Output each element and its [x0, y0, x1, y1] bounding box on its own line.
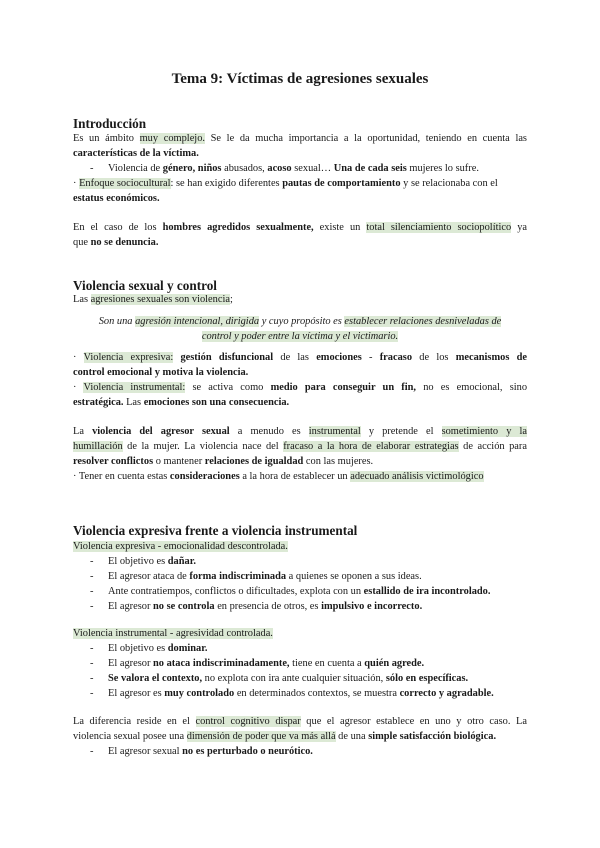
bold-text: simple satisfacción biológica. — [368, 731, 497, 742]
section-heading-introduccion: Introducción — [73, 116, 147, 131]
highlight: agresión intencional, dirigida — [135, 316, 260, 327]
text: y cuyo propósito es — [259, 316, 345, 327]
list-instrumental — [73, 626, 527, 701]
highlight: Violencia expresiva - emocionalidad descontrolada. — [73, 541, 288, 552]
list-expresiva — [73, 539, 527, 614]
text: La diferencia reside en el — [73, 716, 196, 727]
text: violencia sexual posee una — [73, 731, 187, 742]
highlight: agresiones sexuales son violencia — [90, 294, 230, 305]
text: · — [73, 352, 84, 363]
paragraph-line — [73, 729, 527, 744]
paragraph-line — [73, 469, 527, 484]
bold-text: quién agrede. — [364, 658, 425, 669]
bold-text: violencia del agresor sexual — [92, 426, 230, 437]
text: o mantener — [153, 456, 205, 467]
paragraph-line — [73, 350, 527, 365]
bold-text: no se controla — [153, 601, 215, 612]
text: existe un — [313, 222, 367, 233]
quote-line — [73, 329, 527, 344]
text: Se le da mucha importancia a la oportunidad, teniendo en cuenta las — [204, 133, 527, 144]
text: a la hora de establecer un — [239, 471, 351, 482]
bold-text: hombres agredidos sexualmente, — [162, 222, 314, 233]
list-item — [73, 686, 527, 701]
text: que el agresor establece en uno y otro caso. La — [300, 716, 527, 727]
highlight: control y poder entre la víctima y el victimario. — [201, 331, 399, 342]
highlight: total silenciamiento sociopolítico — [366, 222, 512, 233]
paragraph-line — [73, 220, 527, 235]
text: El objetivo es — [108, 556, 168, 567]
paragraph-agresor — [73, 424, 527, 484]
text: en determinados contextos, se muestra — [234, 688, 400, 699]
paragraph-line — [73, 176, 527, 191]
text: no es emocional, sino — [416, 382, 528, 393]
text: de los — [412, 352, 456, 363]
text: a quienes se oponen a sus ideas. — [286, 571, 422, 582]
bold-text: estratégica. — [73, 397, 124, 408]
highlight: establecer relaciones desniveladas de — [344, 316, 502, 327]
list-item — [73, 656, 527, 671]
text: · — [73, 178, 80, 189]
text: mujeres lo sufre. — [406, 163, 479, 174]
highlight: Enfoque sociocultural — [79, 178, 171, 189]
text: Violencia de — [108, 163, 163, 174]
highlight: adecuado análisis victimológico — [350, 471, 484, 482]
bold-text: acoso — [267, 163, 292, 174]
bold-text: dañar. — [167, 556, 196, 567]
bold-text: género, niños — [162, 163, 222, 174]
bold-text: fracaso — [379, 352, 413, 363]
highlight: Violencia expresiva: — [83, 352, 174, 363]
text: Son una — [98, 316, 136, 327]
bold-text: muy controlado — [164, 688, 235, 699]
bold-text: no se denuncia. — [90, 237, 159, 248]
text: y pretende el — [360, 426, 442, 437]
section-heading-violencia-sexual: Violencia sexual y control — [73, 278, 217, 293]
text: en presencia de otros, es — [214, 601, 322, 612]
text: de la mujer. La violencia nace del — [122, 441, 284, 452]
paragraph-line — [73, 146, 527, 161]
text: Es un ámbito — [73, 133, 140, 144]
text: · Tener en cuenta estas — [73, 471, 170, 482]
text: El agresor sexual — [108, 746, 183, 757]
paragraph-line — [73, 439, 527, 454]
bold-text: forma indiscriminada — [189, 571, 287, 582]
text: a menudo es — [229, 426, 309, 437]
text: de acción para — [458, 441, 527, 452]
paragraph-line — [73, 395, 527, 410]
bold-text: impulsivo e incorrecto. — [321, 601, 423, 612]
list-heading — [73, 626, 527, 641]
list-item — [73, 161, 527, 176]
section-introduccion — [73, 131, 527, 206]
text: El objetivo es — [108, 643, 168, 654]
paragraph-line — [73, 454, 527, 469]
bold-text: relaciones de igualdad — [204, 456, 304, 467]
text: · — [73, 382, 84, 393]
paragraph-hombres — [73, 220, 527, 250]
bold-text: emociones — [316, 352, 362, 363]
paragraph-line — [73, 365, 527, 380]
paragraph-line — [73, 235, 527, 250]
text: Ante contratiempos, conflictos o dificultades, explota con un — [108, 586, 364, 597]
bold-text: no ataca indiscriminadamente, — [153, 658, 290, 669]
bold-text: gestión disfuncional — [180, 352, 274, 363]
paragraph-diferencia — [73, 714, 527, 759]
bold-text: mecanismos de — [455, 352, 527, 363]
highlight: sometimiento y la — [441, 426, 528, 437]
quote-definition — [73, 314, 527, 344]
highlight: muy complejo. — [139, 133, 205, 144]
text: El agresor — [108, 658, 154, 669]
text: con las mujeres. — [303, 456, 374, 467]
bold-text: sólo en específicas. — [385, 673, 469, 684]
bold-text: estallido de ira incontrolado. — [363, 586, 491, 597]
list-item — [73, 554, 527, 569]
text: El agresor — [108, 601, 154, 612]
text: abusados, — [221, 163, 268, 174]
bold-text: consideraciones — [169, 471, 240, 482]
section-heading-expresiva-instrumental: Violencia expresiva frente a violencia instrumental — [73, 523, 358, 538]
bold-text: estatus económicos. — [73, 193, 160, 204]
text: de una — [335, 731, 369, 742]
text: que — [73, 237, 91, 248]
highlight: Violencia instrumental - agresividad controlada. — [73, 628, 273, 639]
list-item — [73, 569, 527, 584]
highlight: dimensión de poder que va más allá — [186, 731, 336, 742]
text: de las — [273, 352, 317, 363]
section-violencia-sexual — [73, 292, 527, 307]
text: Las — [123, 397, 144, 408]
highlight: humillación — [73, 441, 123, 452]
paragraph-line — [73, 292, 527, 307]
list-item — [73, 671, 527, 686]
paragraph-line — [73, 191, 527, 206]
paragraph-line — [73, 380, 527, 395]
text: - — [361, 352, 380, 363]
bold-text: resolver conflictos — [73, 456, 154, 467]
list-item — [73, 641, 527, 656]
bold-text: pautas de comportamiento — [282, 178, 401, 189]
text: ya — [511, 222, 528, 233]
bold-text: características de la víctima. — [73, 148, 199, 159]
highlight: Violencia instrumental: — [83, 382, 186, 393]
bold-text: Se valora el contexto, — [108, 673, 203, 684]
list-heading — [73, 539, 527, 554]
text: La — [73, 426, 93, 437]
text: sexual… — [291, 163, 334, 174]
violence-types — [73, 350, 527, 410]
list-item — [73, 744, 527, 759]
bold-text: control emocional y motiva la violencia. — [73, 367, 249, 378]
bold-text: medio para conseguir un fin, — [270, 382, 417, 393]
text: no explota con ira ante cualquier situación, — [202, 673, 386, 684]
bold-text: correcto y agradable. — [399, 688, 494, 699]
list-item — [73, 599, 527, 614]
bold-text: no es perturbado o neurótico. — [182, 746, 313, 757]
paragraph-line — [73, 424, 527, 439]
text: El agresor ataca de — [108, 571, 190, 582]
document-title: Tema 9: Víctimas de agresiones sexuales — [171, 71, 429, 87]
paragraph-line — [73, 714, 527, 729]
text: tiene en cuenta a — [289, 658, 365, 669]
bold-text: dominar. — [167, 643, 208, 654]
highlight: fracaso a la hora de elaborar estrategias — [283, 441, 459, 452]
text: : se han exigido diferentes — [170, 178, 283, 189]
bold-text: Una de cada seis — [333, 163, 407, 174]
text: ; — [229, 294, 233, 305]
quote-line — [73, 314, 527, 329]
text: El agresor es — [108, 688, 165, 699]
highlight: instrumental — [308, 426, 361, 437]
highlight: control cognitivo dispar — [195, 716, 301, 727]
text: y se relacionaba con el — [400, 178, 498, 189]
text: se activa como — [185, 382, 271, 393]
list-item — [73, 584, 527, 599]
text: Las — [73, 294, 91, 305]
text: En el caso de los — [73, 222, 163, 233]
bold-text: emociones son una consecuencia. — [143, 397, 290, 408]
paragraph-line — [73, 131, 527, 146]
